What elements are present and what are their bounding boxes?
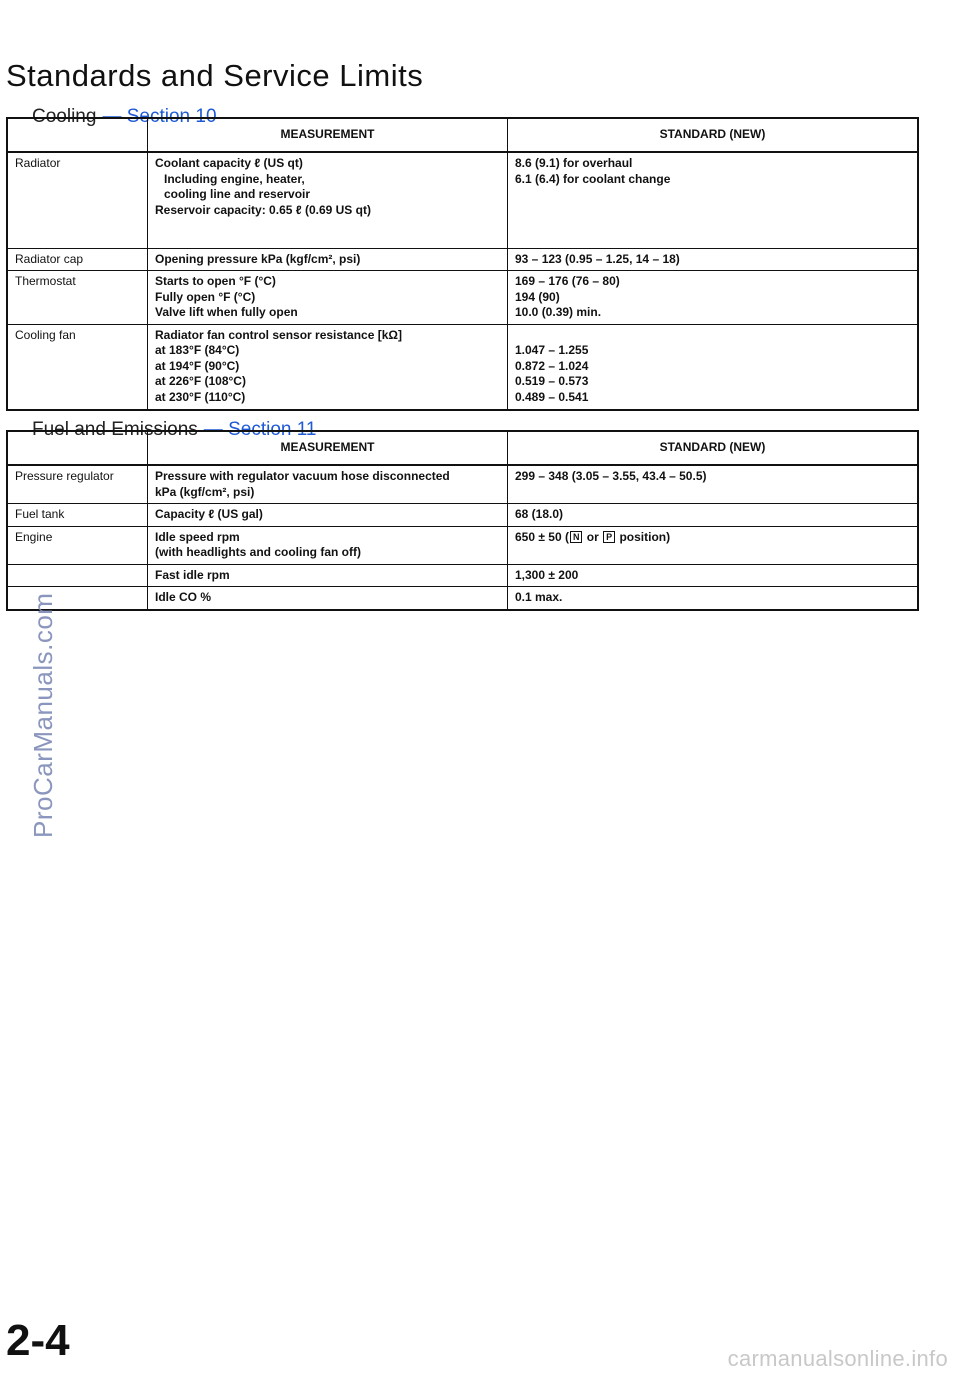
measurement-cell: [148, 504, 508, 527]
page-title: Standards and Service Limits: [6, 58, 424, 93]
measurement-cell: [148, 526, 508, 564]
measurement-cell: [148, 465, 508, 504]
measurement-line: (with headlights and cooling fan off): [155, 545, 361, 559]
measurement-line: at 194°F (90°C): [155, 358, 240, 373]
standard-header: STANDARD (NEW): [508, 118, 919, 152]
standard-line: 93 – 123 (0.95 – 1.25, 14 – 18): [515, 251, 680, 266]
cooling-section-label: Section 10: [126, 106, 217, 127]
measurement-line: Fast idle rpm: [155, 567, 230, 582]
measurement-line: Radiator fan control sensor resistance [kΩ]: [155, 327, 403, 342]
fuel-heading-text: Fuel and Emissions: [32, 419, 198, 440]
standard-line: 194 (90): [515, 289, 560, 304]
park-position-box: P: [603, 531, 615, 543]
component-cell: Engine: [15, 529, 53, 544]
measurement-cell: [148, 324, 508, 410]
standard-line: 169 – 176 (76 – 80): [515, 274, 620, 288]
table-row: [7, 526, 918, 564]
standard-line: 1.047 – 1.255: [515, 343, 589, 357]
measurement-line: Fully open °F (°C): [155, 289, 256, 304]
standard-header: STANDARD (NEW): [508, 431, 919, 465]
component-header: [7, 118, 148, 152]
standard-line: 0.872 – 1.024: [515, 358, 589, 373]
table-header-row: [7, 118, 918, 152]
measurement-line: Pressure with regulator vacuum hose disconnected: [155, 469, 450, 483]
standard-cell: [508, 526, 919, 564]
fuel-spec-table: [6, 430, 919, 611]
component-cell: Pressure regulator: [15, 469, 114, 483]
standard-cell: [508, 271, 919, 325]
standard-line: 8.6 (9.1) for overhaul: [515, 156, 633, 170]
or-text: or: [583, 529, 603, 544]
standard-line: [515, 530, 911, 546]
standard-line: 0.489 – 0.541: [515, 389, 589, 404]
measurement-cell: [148, 152, 508, 248]
standard-cell: [508, 152, 919, 248]
neutral-position-box: N: [570, 531, 583, 543]
standard-cell: [508, 465, 919, 504]
table-row: [7, 271, 918, 325]
measurement-line: cooling line and reservoir: [164, 187, 311, 201]
measurement-header: MEASUREMENT: [148, 118, 508, 152]
cooling-heading-text: Cooling: [32, 106, 97, 127]
standard-line: 68 (18.0): [515, 507, 564, 521]
position-text: position): [616, 529, 671, 544]
component-cell: [7, 564, 148, 587]
page-number: 2-4: [6, 1316, 70, 1365]
table-row: [7, 248, 918, 271]
standard-line: 0.1 max.: [515, 590, 563, 604]
measurement-line: Coolant capacity ℓ (US qt): [155, 156, 303, 170]
standard-line: 6.1 (6.4) for coolant change: [515, 171, 671, 186]
table-row: [7, 324, 918, 410]
measurement-line: Reservoir capacity: 0.65 ℓ (0.69 US qt): [155, 202, 371, 217]
cooling-spec-table: [6, 117, 919, 411]
standard-line: 10.0 (0.39) min.: [515, 305, 602, 319]
standard-cell: [508, 324, 919, 410]
measurement-line: Idle speed rpm: [155, 529, 240, 544]
footer-site-text: carmanualsonline.info: [727, 1346, 948, 1371]
component-cell: Fuel tank: [15, 507, 65, 521]
fuel-dash: —: [203, 419, 223, 440]
measurement-cell: [148, 564, 508, 587]
standard-cell: [508, 564, 919, 587]
measurement-line: Including engine, heater,: [164, 171, 305, 186]
component-cell: Cooling fan: [15, 327, 76, 342]
standard-line: 0.519 – 0.573: [515, 374, 589, 388]
standard-line: 299 – 348 (3.05 – 3.55, 43.4 – 50.5): [515, 469, 707, 483]
watermark-text: ProCarManuals.com: [28, 592, 58, 838]
measurement-header: MEASUREMENT: [148, 431, 508, 465]
measurement-line: at 226°F (108°C): [155, 374, 246, 388]
measurement-line: Starts to open °F (°C): [155, 274, 276, 288]
measurement-line: Idle CO %: [155, 590, 212, 604]
measurement-line: Capacity ℓ (US gal): [155, 507, 263, 521]
standard-line: 1,300 ± 200: [515, 567, 579, 582]
table-row: [7, 587, 918, 610]
measurement-line: at 230°F (110°C): [155, 389, 246, 404]
component-cell: Radiator: [15, 156, 61, 170]
measurement-line: kPa (kgf/cm², psi): [155, 484, 255, 499]
measurement-cell: [148, 271, 508, 325]
table-row: [7, 465, 918, 504]
table-row: [7, 504, 918, 527]
component-cell: Radiator cap: [15, 251, 84, 266]
standard-cell: [508, 248, 919, 271]
fuel-section-label: Section 11: [228, 419, 317, 440]
measurement-cell: [148, 587, 508, 610]
standard-cell: [508, 504, 919, 527]
component-header: [7, 431, 148, 465]
measurement-line: at 183°F (84°C): [155, 343, 240, 357]
standard-line: [515, 328, 911, 344]
table-row: [7, 564, 918, 587]
measurement-line: Opening pressure kPa (kgf/cm², psi): [155, 251, 361, 266]
table-row: [7, 152, 918, 248]
component-cell: Thermostat: [15, 274, 76, 288]
measurement-line: Valve lift when fully open: [155, 305, 298, 319]
table-header-row: [7, 431, 918, 465]
measurement-cell: [148, 248, 508, 271]
standard-cell: [508, 587, 919, 610]
cooling-dash: —: [102, 106, 122, 127]
idle-speed-value: 650 ± 50 (: [515, 529, 569, 544]
